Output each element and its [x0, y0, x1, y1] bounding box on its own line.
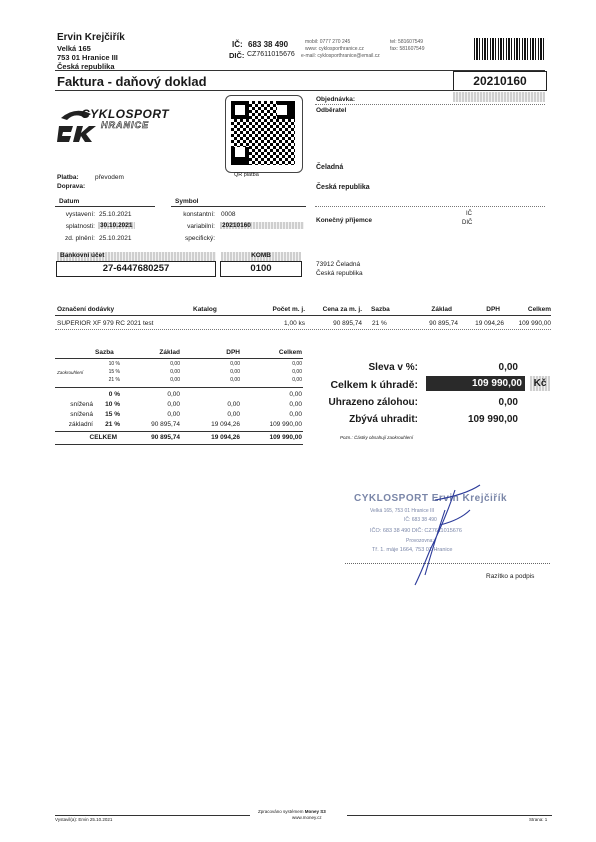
stamp-line2: IČ: 683 38 490: [404, 517, 437, 523]
logo-line2: HRANICE: [101, 120, 150, 130]
vat-row-dph: 0,00: [227, 411, 240, 418]
rounding-zaklad: 0,00: [170, 377, 180, 383]
spec-label: specifický:: [185, 235, 215, 242]
vat-row-sazba: 15 %: [105, 411, 120, 418]
vat-row-zaklad: 0,00: [167, 411, 180, 418]
customer-country: Česká republika: [316, 184, 370, 191]
contact-mobil: mobil: 0777 270 245: [305, 39, 351, 45]
footer-software: [258, 809, 326, 814]
vat-header-dph: DPH: [226, 349, 240, 356]
item-dph: 19 094,26: [475, 320, 504, 327]
rounding-celkem: 0,00: [292, 369, 302, 375]
sleva-value: 0,00: [498, 362, 518, 373]
bank-komb-label: KOMB: [221, 252, 301, 261]
vat-row-sazba: 10 %: [105, 401, 120, 408]
dic-value: CZ7611015676: [247, 51, 295, 58]
vat-row-sazba: 0 %: [108, 391, 120, 398]
items-header-pocet: Počet m. j.: [272, 306, 305, 313]
stamp-label: Razítko a podpis: [486, 573, 535, 580]
customer-city: Čeladná: [316, 164, 344, 171]
var-label: variabilní:: [187, 223, 215, 230]
item-sazba: 21 %: [372, 320, 387, 327]
dic-label: DIČ:: [229, 51, 245, 60]
vat-total-dph: 19 094,26: [211, 434, 240, 441]
doprava-label: Doprava:: [57, 183, 86, 190]
final-country: Česká republika: [316, 270, 363, 277]
vat-row-celkem: 0,00: [289, 411, 302, 418]
plneni-date: 25.10.2021: [99, 235, 132, 242]
celkem-value: 109 990,00: [426, 376, 525, 391]
vat-header-celkem: Celkem: [278, 349, 302, 356]
vat-total-label: CELKEM: [89, 434, 117, 441]
footer-software-label: Zpracováno systémem: [258, 809, 304, 814]
logo-line1: CYKLOSPORT: [81, 107, 170, 121]
item-pocet: 1,00 ks: [284, 320, 305, 327]
item-cena: 90 895,74: [333, 320, 362, 327]
vat-row-zaklad: 0,00: [167, 391, 180, 398]
items-header-name: Označení dodávky: [57, 306, 115, 313]
rounding-zaklad: 0,00: [170, 361, 180, 367]
final-ic-label: IČ: [466, 211, 472, 217]
konst-value: 0008: [221, 211, 236, 218]
contact-email: e-mail: cyklosporthranice@email.cz: [301, 53, 380, 59]
rounding-sazba: 21 %: [108, 377, 120, 383]
items-header-cena: Cena za m. j.: [322, 306, 362, 313]
supplier-country: Česká republika: [57, 62, 115, 71]
rounding-label: Zaokrouhlení: [57, 370, 84, 375]
company-logo: [57, 104, 177, 150]
vat-row-dph: 19 094,26: [211, 421, 240, 428]
final-zip-city: 73912 Čeladná: [316, 261, 361, 268]
stamp-line3: IČO: 683 38 490 DIČ: CZ7611015676: [370, 528, 462, 534]
vystaveni-label: vystavení:: [65, 211, 95, 218]
footer-vystavil: Vystavil(a): Ervin 25.10.2021: [55, 817, 113, 822]
rounding-dph: 0,00: [230, 377, 240, 383]
items-header-katalog: Katalog: [193, 306, 217, 313]
platba-value: převodem: [95, 174, 124, 181]
platba-label: Platba:: [57, 174, 79, 181]
rounding-celkem: 0,00: [292, 377, 302, 383]
vat-row-zaklad: 0,00: [167, 401, 180, 408]
contact-fax: fax: 581607549: [390, 46, 425, 52]
konst-label: konstantní:: [183, 211, 215, 218]
item-zaklad: 90 895,74: [429, 320, 458, 327]
items-header-celkem: Celkem: [527, 306, 551, 313]
stamp-title: CYKLOSPORT Ervin Krejčiřík: [354, 493, 508, 504]
vat-total-celkem: 109 990,00: [269, 434, 302, 441]
items-header-dph: DPH: [486, 306, 500, 313]
rounding-sazba: 10 %: [108, 361, 120, 367]
dates-header: Datum: [59, 198, 80, 205]
vat-row-dph: 0,00: [227, 401, 240, 408]
stamp-line4: Provozovna:: [406, 538, 434, 544]
rounding-celkem: 0,00: [292, 361, 302, 367]
vat-row-label: snížená: [70, 401, 93, 408]
rounding-dph: 0,00: [230, 361, 240, 367]
vat-header-sazba: Sazba: [95, 349, 114, 356]
footer-software-name: Money S3: [304, 809, 326, 814]
bank-label: Bankovní účet: [57, 252, 216, 261]
qr-label: QR platba: [234, 172, 259, 178]
qr-code: [231, 101, 295, 165]
vat-row-celkem: 0,00: [289, 401, 302, 408]
item-celkem: 109 990,00: [518, 320, 551, 327]
bank-account: 27-6447680257: [56, 261, 216, 277]
items-header-sazba: Sazba: [371, 306, 390, 313]
splatnost-label: splatnosti:: [65, 223, 95, 230]
zaloha-label: Uhrazeno zálohou:: [328, 397, 418, 408]
stamp-line1: Velká 165, 753 01 Hranice III: [370, 508, 435, 514]
stamp-line5: Tř. 1. máje 1664, 753 01 Hranice: [372, 547, 453, 553]
barcode: [474, 38, 544, 60]
vat-row-celkem: 109 990,00: [269, 421, 302, 428]
footer-page: Strana: 1: [529, 817, 548, 822]
item-name: SUPERIOR XF 979 RC 2021 test: [57, 320, 154, 327]
final-dic-label: DIČ: [462, 220, 473, 226]
final-recipient-label: Konečný příjemce: [316, 217, 372, 224]
zbyva-value: 109 990,00: [467, 414, 518, 425]
supplier-city: 753 01 Hranice III: [57, 53, 118, 62]
bank-code: 0100: [220, 261, 302, 277]
ico-value: 683 38 490: [248, 40, 289, 49]
splatnost-date: 30.10.2021: [100, 222, 133, 229]
order-label: Objednávka:: [316, 96, 356, 103]
summary-note: Pozn.: Částky obsahují zaokrouhlení: [340, 435, 414, 440]
vat-row-label: snížená: [70, 411, 93, 418]
celkem-label: Celkem k úhradě:: [330, 379, 418, 391]
plneni-label: zd. plnění:: [65, 235, 95, 242]
vat-total-zaklad: 90 895,74: [151, 434, 180, 441]
vat-row-celkem: 0,00: [289, 391, 302, 398]
rounding-sazba: 15 %: [108, 369, 120, 375]
zbyva-label: Zbývá uhradit:: [349, 414, 418, 425]
zaloha-value: 0,00: [498, 397, 518, 408]
invoice-number: 20210160: [453, 71, 547, 91]
ico-label: IČ:: [232, 40, 243, 49]
vystaveni-date: 25.10.2021: [99, 211, 132, 218]
odberatel-label: Odběratel: [316, 107, 347, 114]
document-title: Faktura - daňový doklad: [57, 74, 207, 89]
symbols-header: Symbol: [175, 198, 199, 205]
supplier-name: Ervin Krejčiřík: [57, 32, 125, 43]
contact-tel: tel: 581607549: [390, 39, 424, 45]
currency: Kč: [530, 376, 550, 391]
vat-header-zaklad: Základ: [159, 349, 180, 356]
number-barcode-strip: [453, 92, 545, 102]
items-header-zaklad: Základ: [431, 306, 452, 313]
var-value: 20210160: [220, 222, 304, 229]
rounding-zaklad: 0,00: [170, 369, 180, 375]
footer-web: www.money.cz: [292, 815, 322, 820]
vat-row-label: základní: [68, 421, 93, 428]
sleva-label: Sleva v %:: [368, 362, 418, 373]
rounding-dph: 0,00: [230, 369, 240, 375]
supplier-street: Velká 165: [57, 44, 91, 53]
vat-row-sazba: 21 %: [105, 421, 120, 428]
contact-web: www: cyklosporthranice.cz: [305, 46, 364, 52]
vat-row-zaklad: 90 895,74: [151, 421, 180, 428]
